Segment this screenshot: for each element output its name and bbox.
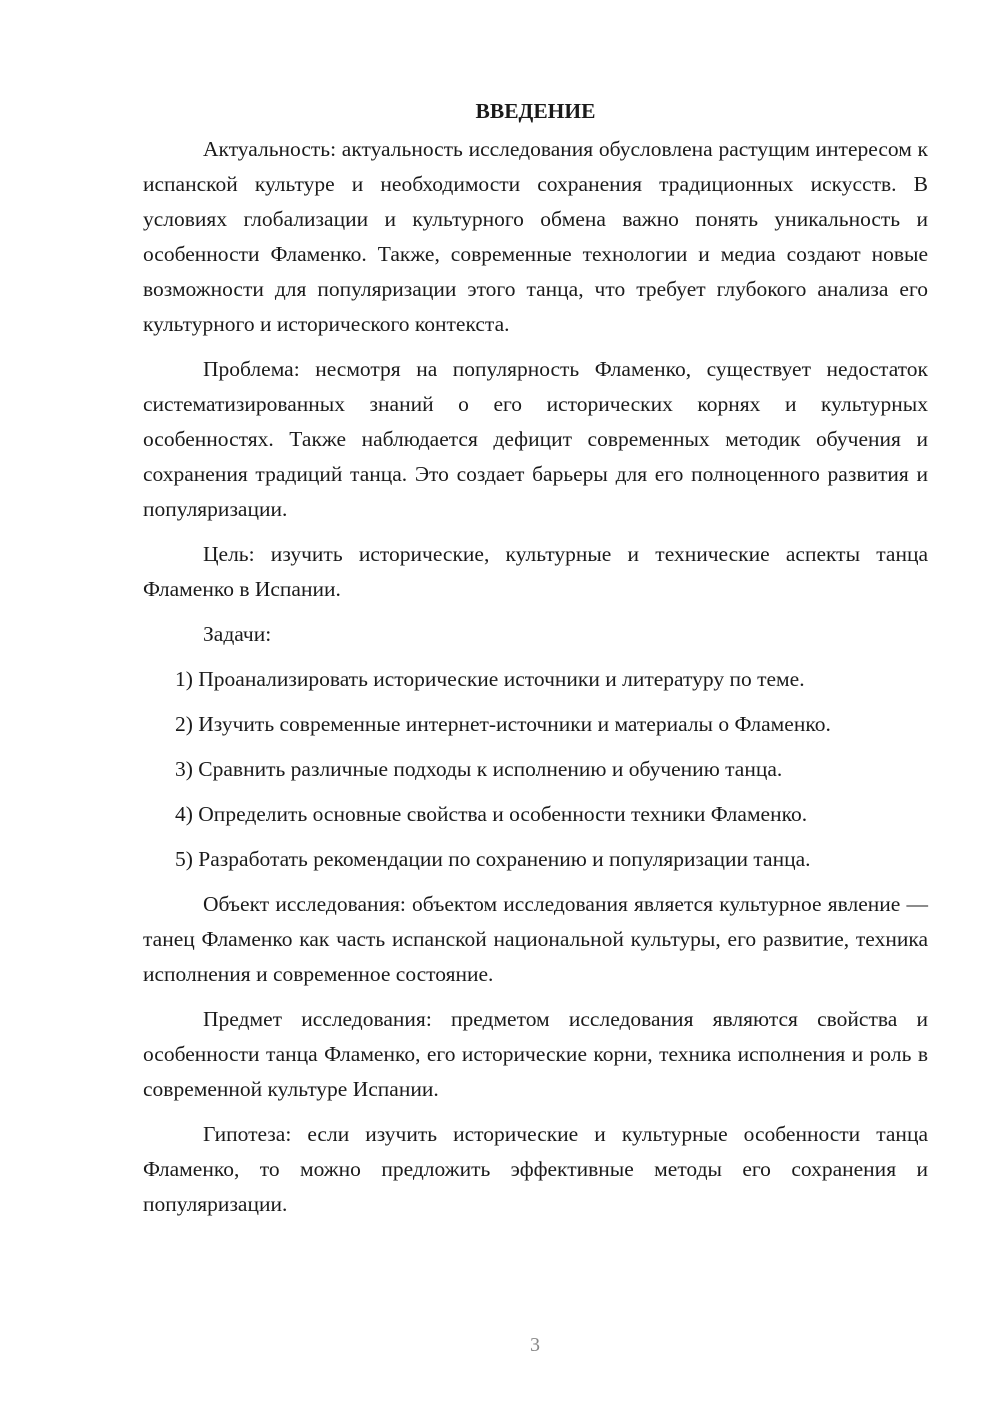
page-number: 3	[530, 1334, 540, 1356]
object-paragraph: Объект исследования: объектом исследования является культурное явление — танец Фламенко как часть испанской национальной культуры, его развитие, техника исполнения и современное состояние.	[143, 892, 928, 986]
task-item-5: 5) Разработать рекомендации по сохранению и популяризации танца.	[175, 847, 811, 871]
page-content	[143, 96, 928, 1232]
subject-paragraph: Предмет исследования: предметом исследования являются свойства и особенности танца Фламенко, его исторические корни, техника исполнения и роль в современной культуре Испании.	[143, 1007, 928, 1101]
tasks-heading: Задачи:	[203, 622, 272, 646]
page-number-footer	[70, 1334, 1000, 1357]
problem-paragraph: Проблема: несмотря на популярность Фламенко, существует недостаток систематизированных знаний о его исторических корнях и культурных особенностях. Также наблюдается дефицит современных методик обучения и сохранения традиций танца. Это создает барьеры для его полноценного развития и популяризации.	[143, 357, 928, 521]
relevance-paragraph: Актуальность: актуальность исследования обусловлена растущим интересом к испанской культуре и необходимости сохранения традиционных искусств. В условиях глобализации и культурного обмена важно понять уникальность и особенности Фламенко. Также, современные технологии и медиа создают новые возможности для популяризации этого танца, что требует глубокого анализа его культурного и исторического контекста.	[143, 137, 928, 336]
task-item-2: 2) Изучить современные интернет-источники и материалы о Фламенко.	[175, 712, 831, 736]
goal-paragraph: Цель: изучить исторические, культурные и технические аспекты танца Фламенко в Испании.	[143, 542, 928, 601]
hypothesis-paragraph: Гипотеза: если изучить исторические и культурные особенности танца Фламенко, то можно предложить эффективные методы его сохранения и популяризации.	[143, 1122, 928, 1216]
task-item-1: 1) Проанализировать исторические источники и литературу по теме.	[175, 667, 805, 691]
task-item-3: 3) Сравнить различные подходы к исполнению и обучению танца.	[175, 757, 783, 781]
page-title: ВВЕДЕНИЕ	[475, 99, 596, 123]
task-item-4: 4) Определить основные свойства и особенности техники Фламенко.	[175, 802, 808, 826]
